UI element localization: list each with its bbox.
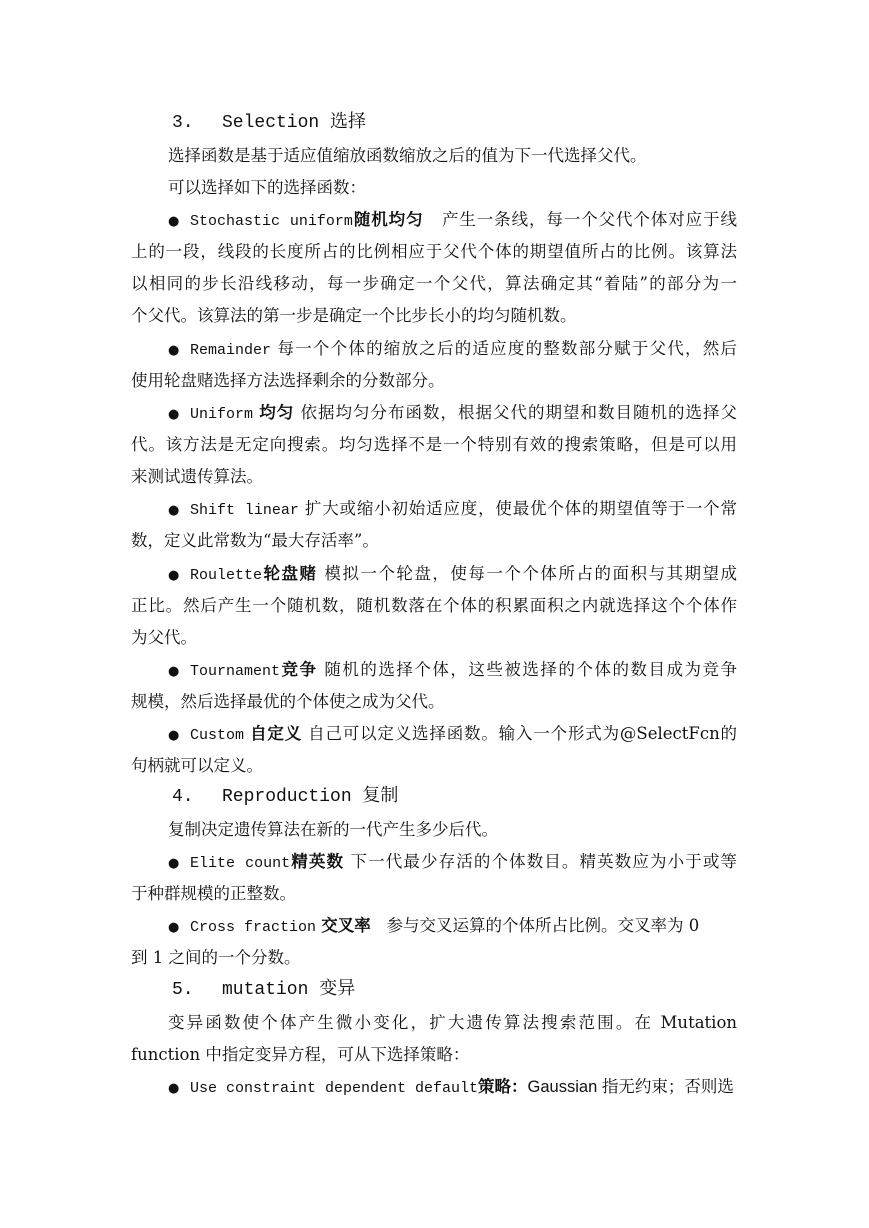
list-item bbox=[168, 910, 737, 942]
item-term: Cross fraction bbox=[190, 919, 317, 936]
paragraph: 变异函数使个体产生微小变化，扩大遗传算法搜索范围。在 Mutation bbox=[168, 1013, 737, 1032]
text-line: function 中指定变异方程，可从下选择策略： bbox=[131, 1045, 470, 1064]
bullet-icon: ● bbox=[168, 407, 180, 422]
item-term: Uniform bbox=[190, 406, 254, 423]
section-title: mutation 变异 bbox=[222, 980, 356, 1000]
text-line: 上的一段，线段的长度所占的比例相应于父代个体的期望值所占的比例。该算法 bbox=[131, 242, 737, 261]
item-term-cn: 竞争 bbox=[280, 660, 318, 679]
list-item bbox=[168, 718, 737, 750]
bullet-icon: ● bbox=[168, 856, 180, 871]
section-4-heading bbox=[172, 781, 778, 813]
item-text: 每一个个体的缩放之后的适应度的整数部分赋于父代，然后 bbox=[277, 339, 737, 358]
section-5-heading bbox=[172, 974, 778, 1006]
list-item bbox=[168, 654, 737, 686]
item-text: 依据均匀分布函数，根据父代的期望和数目随机的选择父 bbox=[300, 403, 737, 422]
list-item bbox=[168, 397, 737, 429]
paragraph: 选择函数是基于适应值缩放函数缩放之后的值为下一代选择父代。 bbox=[168, 146, 647, 165]
paragraph: 复制决定遗传算法在新的一代产生多少后代。 bbox=[168, 820, 498, 839]
bullet-icon: ● bbox=[168, 568, 180, 583]
item-text: 扩大或缩小初始适应度，使最优个体的期望值等于一个常 bbox=[304, 499, 737, 518]
bullet-icon: ● bbox=[168, 343, 180, 358]
list-item bbox=[168, 333, 737, 365]
section-number: 4. bbox=[172, 787, 194, 807]
item-term-cn: 均匀 bbox=[259, 403, 295, 422]
item-text: 产生一条线，每一个父代个体对应于线 bbox=[441, 210, 737, 229]
item-term: Shift linear bbox=[190, 502, 299, 519]
section-number: 5. bbox=[172, 980, 194, 1000]
item-term: Tournament bbox=[190, 663, 281, 680]
item-term: Roulette bbox=[190, 567, 263, 584]
list-item bbox=[168, 558, 737, 590]
list-item bbox=[168, 204, 737, 236]
text-line: 于种群规模的正整数。 bbox=[131, 884, 296, 903]
item-text: 自己可以定义选择函数。输入一个形式为@SelectFcn的 bbox=[308, 724, 737, 743]
bullet-icon: ● bbox=[168, 503, 180, 518]
item-term: Elite count bbox=[190, 855, 291, 872]
item-term: Use constraint dependent default bbox=[190, 1080, 479, 1097]
text-line: 以相同的步长沿线移动，每一步确定一个父代，算法确定其“着陆”的部分为一 bbox=[131, 274, 737, 293]
paragraph: 可以选择如下的选择函数： bbox=[168, 178, 366, 197]
text-line: 为父代。 bbox=[131, 628, 197, 647]
bullet-icon: ● bbox=[168, 920, 180, 935]
bullet-icon: ● bbox=[168, 728, 180, 743]
section-title: Selection 选择 bbox=[222, 113, 367, 133]
text-line: 规模，然后选择最优的个体使之成为父代。 bbox=[131, 692, 445, 711]
text-line: 个父代。该算法的第一步是确定一个比步长小的均匀随机数。 bbox=[131, 306, 577, 325]
item-text: 参与交叉运算的个体所占比例。交叉率为 0 bbox=[386, 916, 700, 935]
item-term-cn: 随机均匀 bbox=[352, 210, 424, 229]
text-line: 代。该方法是无定向搜索。均匀选择不是一个特别有效的搜索策略，但是可以用 bbox=[131, 435, 737, 454]
item-text: 随机的选择个体，这些被选择的个体的数目成为竞争 bbox=[324, 660, 737, 679]
text-line: 数，定义此常数为“最大存活率”。 bbox=[131, 531, 379, 550]
list-item bbox=[168, 846, 737, 878]
bullet-icon: ● bbox=[168, 214, 180, 229]
item-text: Gaussian 指无约束；否则选 bbox=[527, 1078, 734, 1096]
list-item bbox=[168, 1071, 737, 1103]
item-term-cn: 策略： bbox=[478, 1077, 528, 1096]
item-term: Custom bbox=[190, 727, 245, 744]
bullet-icon: ● bbox=[168, 1081, 180, 1096]
item-term-cn: 自定义 bbox=[250, 724, 303, 743]
item-text: 模拟一个轮盘，使每一个个体所占的面积与其期望成 bbox=[324, 564, 737, 583]
text-line: 句柄就可以定义。 bbox=[131, 756, 263, 775]
text-line: 使用轮盘赌选择方法选择剩余的分数部分。 bbox=[131, 371, 445, 390]
section-3-heading bbox=[172, 107, 778, 139]
section-number: 3. bbox=[172, 113, 194, 133]
item-term: Remainder bbox=[190, 342, 272, 359]
item-term-cn: 交叉率 bbox=[321, 916, 371, 935]
list-item bbox=[168, 493, 737, 525]
item-term: Stochastic uniform bbox=[190, 213, 353, 230]
text-line: 来测试遗传算法。 bbox=[131, 467, 263, 486]
item-term-cn: 轮盘赌 bbox=[262, 564, 318, 583]
text-line: 到 1 之间的一个分数。 bbox=[131, 948, 301, 967]
section-title: Reproduction 复制 bbox=[222, 787, 399, 807]
item-text: 下一代最少存活的个体数目。精英数应为小于或等 bbox=[350, 852, 737, 871]
item-term-cn: 精英数 bbox=[290, 852, 345, 871]
text-line: 正比。然后产生一个随机数，随机数落在个体的积累面积之内就选择这个个体作 bbox=[131, 596, 737, 615]
bullet-icon: ● bbox=[168, 664, 180, 679]
